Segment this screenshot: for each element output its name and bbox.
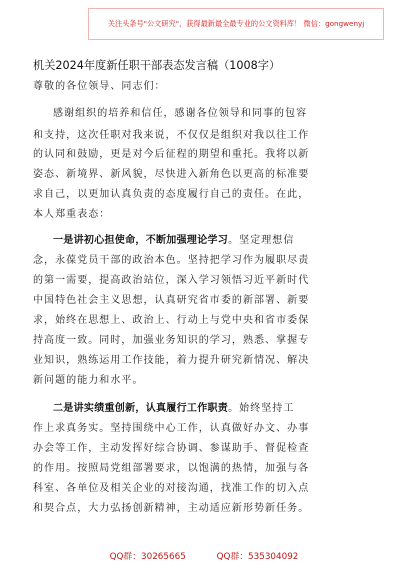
body-line-text: 业知识，熟练运用工作技能，着力提升研究新情况、解决 — [33, 355, 310, 366]
body-line-text: 和契合点，大力弘扬创新精神，主动适应新形势新任务。 — [33, 503, 310, 514]
body-line — [33, 482, 309, 495]
body-line-text: 的第一需要，提高政治站位，深入学习领悟习近平新时代 — [33, 275, 310, 286]
body-line — [33, 274, 309, 287]
body-line — [33, 354, 309, 367]
body-line — [33, 374, 144, 387]
body-line — [33, 314, 309, 327]
body-line-text: 办会等工作，主动发挥好综合协调、参谋助手、督促检查 — [33, 443, 310, 454]
body-line-text: 和支持，这次任职对我来说，不仅仅是组织对我以往工作 — [33, 130, 310, 141]
body-line-text: 新问题的能力和水平。 — [33, 375, 144, 386]
body-line — [33, 502, 309, 515]
body-line — [33, 129, 309, 142]
body-line-text: 。坚定理想信 — [228, 235, 295, 246]
body-line — [33, 294, 309, 307]
body-line — [53, 402, 294, 415]
footer-qq-group-1: QQ群：30265665 — [109, 552, 186, 562]
body-line — [33, 254, 309, 267]
body-line-text: 作上求真务实。坚持围绕中心工作，认真做好办文、办事 — [33, 423, 310, 434]
section-heading: 一是讲初心担使命，不断加强理论学习 — [53, 235, 229, 246]
promo-banner — [88, 8, 384, 40]
body-line-text: 的认同和鼓励，更是对今后征程的期望和重托。我将以新 — [33, 149, 310, 160]
body-line-text: 念，永葆党员干部的政治本色。坚持把学习作为履职尽责 — [33, 255, 310, 266]
body-line — [53, 107, 307, 120]
body-line-text: 求，始终在思想上、政治上、行动上与党中央和省市委保 — [33, 315, 310, 326]
greeting: 尊敬的各位领导、同志们： — [33, 81, 166, 92]
body-line — [33, 462, 309, 475]
body-line-text: 求自己，以更加认真负责的态度履行自己的责任。在此， — [33, 189, 310, 200]
body-line-text: 本人郑重表态： — [33, 209, 111, 220]
footer-contacts — [0, 549, 408, 562]
document-title: 机关2024年度新任职干部表态发言稿（1008字） — [33, 59, 281, 72]
body-line-text: 持高度一致。同时，加强业务知识的学习，熟悉、掌握专 — [33, 335, 310, 346]
body-line — [53, 234, 294, 247]
footer-qq-group-2: QQ群：535304092 — [216, 552, 299, 562]
body-line-text: 中国特色社会主义思想，认真研究省市委的新部署、新要 — [33, 295, 310, 306]
body-line-text: 科室、各单位及相关企业的对接沟通，找准工作的切入点 — [33, 483, 310, 494]
body-line — [33, 188, 309, 201]
body-line — [33, 422, 309, 435]
body-line — [33, 442, 309, 455]
body-line-text: 感谢组织的培养和信任，感谢各位领导和同事的包容 — [53, 108, 308, 119]
body-line — [33, 168, 309, 181]
body-line — [33, 148, 309, 161]
body-line-text: 。始终坚持工 — [228, 403, 295, 414]
body-line-text: 的作用。按照局党组部署要求，以饱满的热情，加强与各 — [33, 463, 310, 474]
body-line — [33, 208, 110, 221]
section-heading: 二是讲实绩重创新，认真履行工作职责 — [53, 403, 229, 414]
promo-banner-text: 关注头条号"公文研究"，获得最新最全最专业的公文资料库！ 微信：gongwenyj — [107, 19, 365, 28]
body-line — [33, 334, 309, 347]
body-line-text: 姿态、新境界、新风貌，尽快进入新角色以更高的标准要 — [33, 169, 310, 180]
